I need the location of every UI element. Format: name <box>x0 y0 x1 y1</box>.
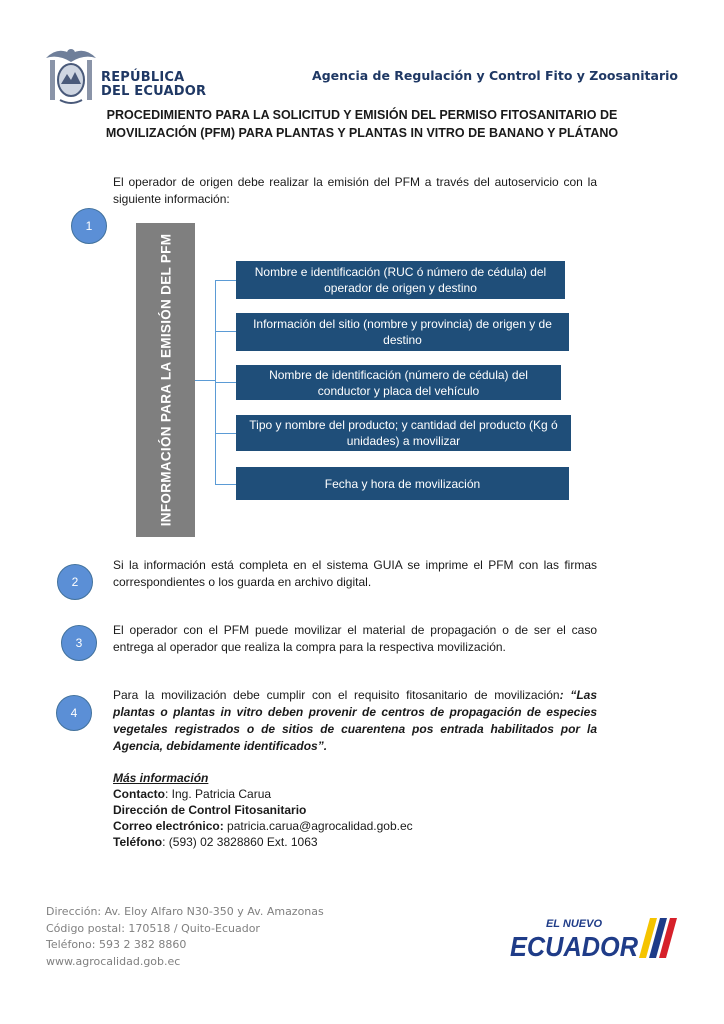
footer-contact <box>46 904 324 970</box>
step-4-badge: 4 <box>56 695 92 731</box>
phone-line <box>113 834 413 850</box>
step-2-text: Si la información está completa en el sistema GUIA se imprime el PFM con las firmas correspondientes o los guarda en archivo digital. <box>113 558 597 589</box>
phone-label: Teléfono <box>113 835 163 849</box>
el-nuevo-ecuador-logo <box>506 912 682 964</box>
contact-label: Contacto <box>113 787 165 801</box>
logo-text-el-nuevo: EL NUEVO <box>545 918 602 930</box>
step-4-requirement-quote: : “Las plantas o plantas in vitro deben provenir de centros de propagación de especies vegetales registrados o de sitios de cuarentena pos entrada habilitados por la Agencia, debidamente identificados”. <box>113 688 597 753</box>
diagram-item-operator-id: Nombre e identificación (RUC ó número de cédula) del operador de origen y destino <box>236 261 565 299</box>
step-3-text: El operador con el PFM puede movilizar el material de propagación o de ser el caso entrega al operador que realiza la compra para la respectiva movilización. <box>113 623 597 654</box>
email-line <box>113 818 413 834</box>
diagram-connector-branch <box>215 331 236 332</box>
diagram-connector-branch <box>215 382 236 383</box>
more-info-block <box>113 770 413 850</box>
diagram-connector-main <box>195 380 215 381</box>
step-4-text <box>113 687 597 755</box>
diagram-item-site-info: Información del sitio (nombre y provincia) de origen y de destino <box>236 313 569 351</box>
ecuador-coat-of-arms-icon <box>44 44 98 108</box>
email-value[interactable]: patricia.carua@agrocalidad.gob.ec <box>223 819 413 833</box>
diagram-connector-branch <box>215 280 236 281</box>
step-1-badge: 1 <box>71 208 107 244</box>
department-line <box>113 802 413 818</box>
contact-value: : Ing. Patricia Carua <box>165 787 272 801</box>
diagram-category-label: INFORMACIÓN PARA LA EMISIÓN DEL PFM <box>158 233 173 527</box>
diagram-item-driver-vehicle: Nombre de identificación (número de cédula) del conductor y placa del vehículo <box>236 365 561 400</box>
step-4-text-plain: Para la movilización debe cumplir con el requisito fitosanitario de movilización <box>113 688 560 702</box>
footer-website[interactable]: www.agrocalidad.gob.ec <box>46 954 181 968</box>
diagram-item-product: Tipo y nombre del producto; y cantidad del producto (Kg ó unidades) a movilizar <box>236 415 571 451</box>
email-label: Correo electrónico: <box>113 819 224 833</box>
document-title: PROCEDIMIENTO PARA LA SOLICITUD Y EMISIÓN DEL PERMISO FITOSANITARIO DE MOVILIZACIÓN (PFM) PARA PLANTAS Y PLANTAS IN VITRO DE BANANO Y PLÁTANO <box>105 108 619 140</box>
diagram-item-date-time: Fecha y hora de movilización <box>236 467 569 500</box>
footer-postal-code: Código postal: 170518 / Quito-Ecuador <box>46 921 260 935</box>
footer-address: Dirección: Av. Eloy Alfaro N30-350 y Av. Amazonas <box>46 905 324 918</box>
step-3-badge: 3 <box>61 625 97 661</box>
republic-name-line2: DEL ECUADOR <box>101 84 207 99</box>
department-name: Dirección de Control Fitosanitario <box>113 803 307 817</box>
phone-value: : (593) 02 3828860 Ext. 1063 <box>162 835 318 849</box>
agency-name: Agencia de Regulación y Control Fito y Zoosanitario <box>312 68 678 83</box>
contact-line <box>113 786 413 802</box>
diagram-connector-branch <box>215 484 236 485</box>
diagram-category-bar <box>136 223 195 537</box>
logo-text-ecuador: ECUADOR <box>510 931 639 962</box>
step-2-badge: 2 <box>57 564 93 600</box>
republic-name-line1: REPÚBLICA <box>101 70 185 85</box>
step-1-text: El operador de origen debe realizar la emisión del PFM a través del autoservicio con la siguiente información: <box>113 175 597 206</box>
diagram-connector-branch <box>215 433 236 434</box>
footer-phone: Teléfono: 593 2 382 8860 <box>46 938 187 951</box>
more-info-heading: Más información <box>113 771 209 785</box>
